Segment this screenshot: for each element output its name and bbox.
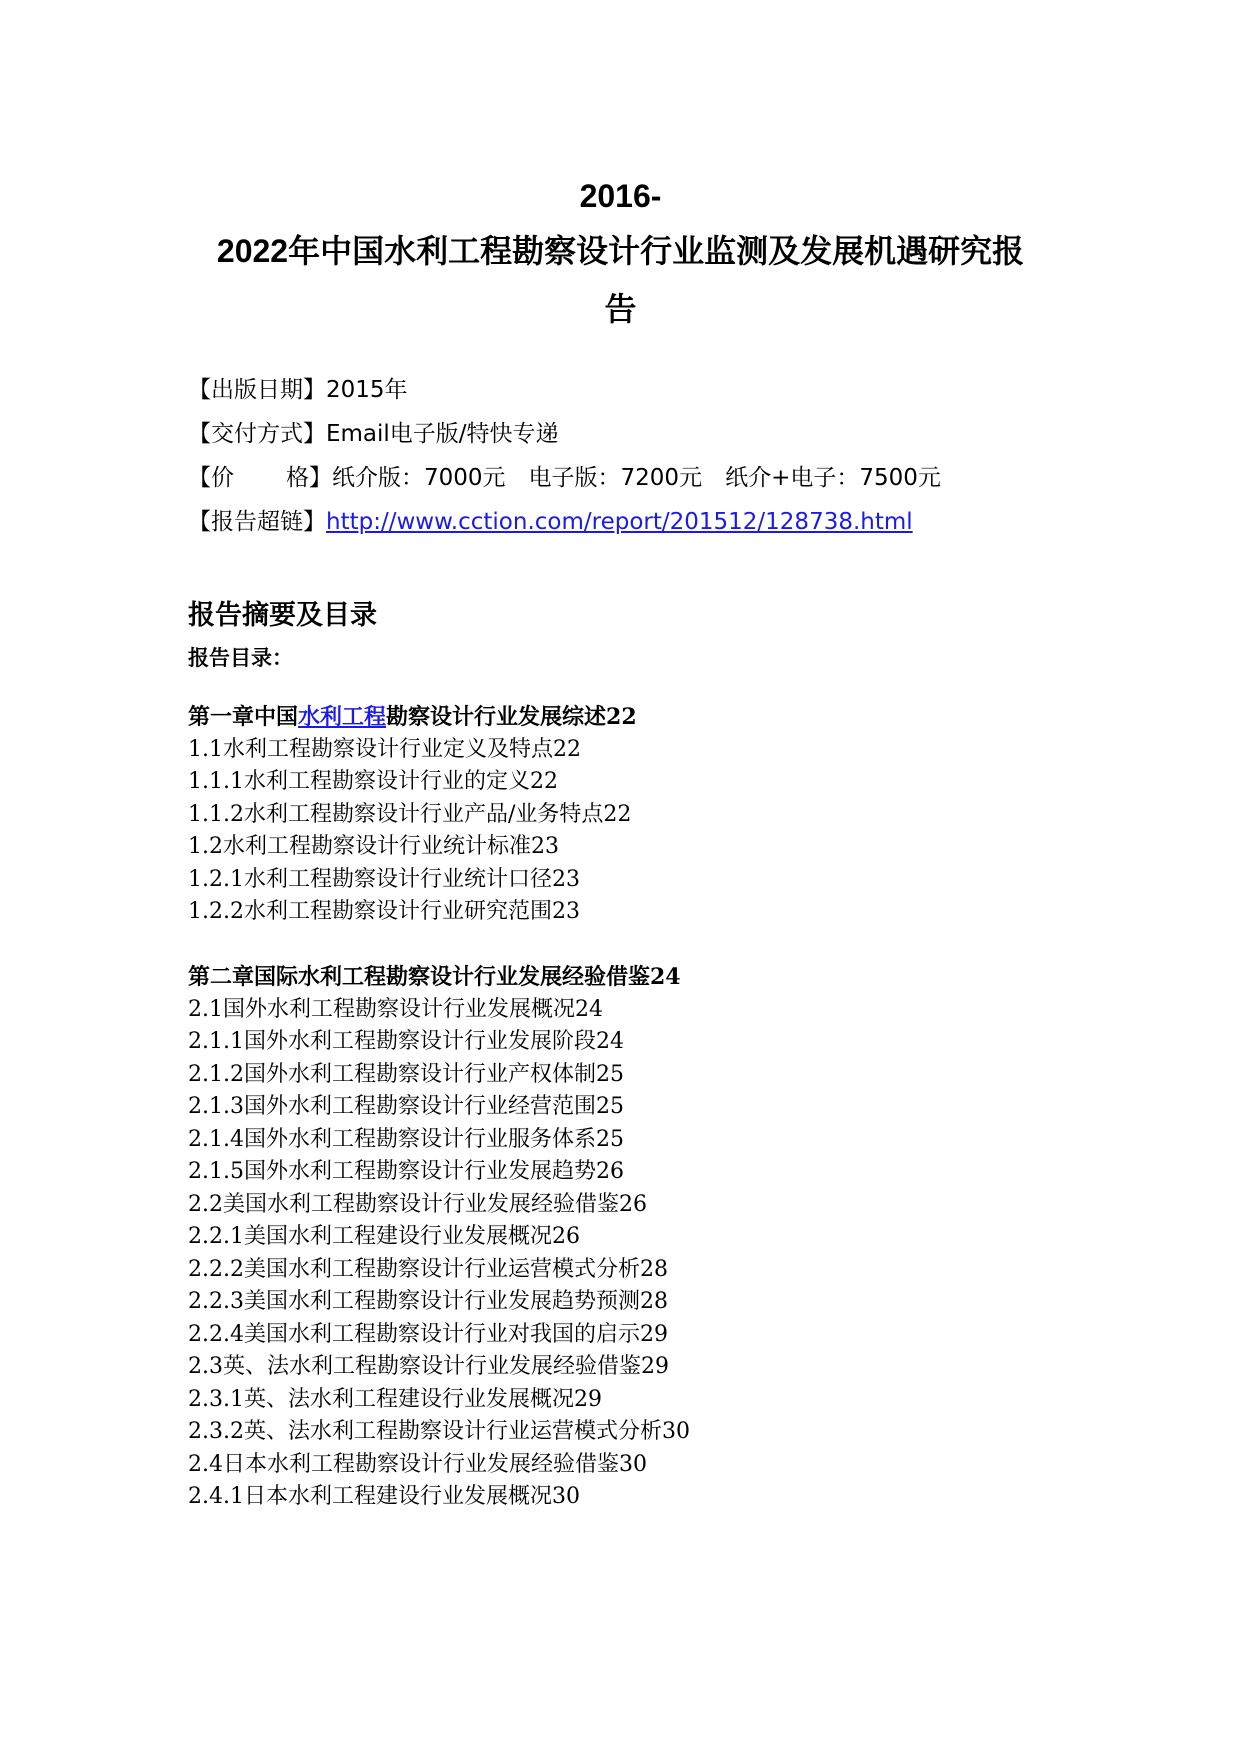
publish-date-value: 2015年 <box>326 377 408 403</box>
report-title-line-2: 2022年中国水利工程勘察设计行业监测及发展机遇研究报 <box>216 233 1025 269</box>
chapter-1-prefix: 第一章中国 <box>188 704 299 730</box>
toc-item: 2.1.3国外水利工程勘察设计行业经营范围25 <box>188 1094 624 1119</box>
price-value: 纸介版：7000元 电子版：7200元 纸介+电子：7500元 <box>332 465 941 491</box>
toc-item: 1.2水利工程勘察设计行业统计标准23 <box>188 834 559 859</box>
toc-item: 2.3.1英、法水利工程建设行业发展概况29 <box>188 1386 602 1412</box>
chapter-1-title <box>188 701 1088 734</box>
toc-item: 2.1.1国外水利工程勘察设计行业发展阶段24 <box>188 1029 624 1054</box>
report-title-line-3: 告 <box>604 291 637 327</box>
report-link[interactable]: http://www.cction.com/report/201512/128738.html <box>326 509 913 535</box>
report-link-row <box>188 506 913 538</box>
table-of-contents <box>188 701 1088 1514</box>
toc-item: 2.1.4国外水利工程勘察设计行业服务体系25 <box>188 1126 624 1152</box>
toc-item: 2.1.2国外水利工程勘察设计行业产权体制25 <box>188 1061 624 1087</box>
chapter-1-keyword-link[interactable]: 水利工程 <box>298 704 387 730</box>
toc-item: 2.2.3美国水利工程勘察设计行业发展趋势预测28 <box>188 1289 668 1314</box>
summary-heading: 报告摘要及目录 <box>188 600 377 631</box>
toc-item: 2.3.2英、法水利工程勘察设计行业运营模式分析30 <box>188 1419 690 1444</box>
price-row <box>188 462 941 494</box>
toc-heading: 报告目录： <box>188 646 293 670</box>
toc-item: 2.2.1美国水利工程建设行业发展概况26 <box>188 1224 580 1249</box>
publish-date-row <box>188 374 408 406</box>
report-title-line-1: 2016- <box>579 178 662 214</box>
toc-item: 1.2.1水利工程勘察设计行业统计口径23 <box>188 866 580 892</box>
report-link-label: 【报告超链】 <box>188 509 326 535</box>
delivery-label: 【交付方式】 <box>188 421 326 447</box>
toc-item: 2.2.4美国水利工程勘察设计行业对我国的启示29 <box>188 1321 668 1347</box>
delivery-row <box>188 418 559 450</box>
toc-item: 1.1.1水利工程勘察设计行业的定义22 <box>188 769 558 794</box>
toc-item: 1.1水利工程勘察设计行业定义及特点22 <box>188 736 581 762</box>
chapter-2-title: 第二章国际水利工程勘察设计行业发展经验借鉴24 <box>188 964 681 990</box>
price-label-close: 格】 <box>286 465 332 491</box>
toc-item: 2.4日本水利工程勘察设计行业发展经验借鉴30 <box>188 1451 647 1477</box>
toc-item: 2.4.1日本水利工程建设行业发展概况30 <box>188 1484 580 1509</box>
toc-item: 2.2.2美国水利工程勘察设计行业运营模式分析28 <box>188 1256 668 1282</box>
toc-item: 2.2美国水利工程勘察设计行业发展经验借鉴26 <box>188 1191 647 1217</box>
toc-item: 2.1.5国外水利工程勘察设计行业发展趋势26 <box>188 1159 624 1184</box>
toc-item: 2.3英、法水利工程勘察设计行业发展经验借鉴29 <box>188 1354 669 1379</box>
toc-item: 2.1国外水利工程勘察设计行业发展概况24 <box>188 996 603 1022</box>
toc-item: 1.1.2水利工程勘察设计行业产品/业务特点22 <box>188 801 632 827</box>
price-label-open: 【价 <box>188 465 234 491</box>
delivery-value: Email电子版/特快专递 <box>326 421 559 447</box>
chapter-1-suffix: 勘察设计行业发展综述22 <box>386 704 637 730</box>
toc-item: 1.2.2水利工程勘察设计行业研究范围23 <box>188 899 580 924</box>
publish-date-label: 【出版日期】 <box>188 377 326 403</box>
